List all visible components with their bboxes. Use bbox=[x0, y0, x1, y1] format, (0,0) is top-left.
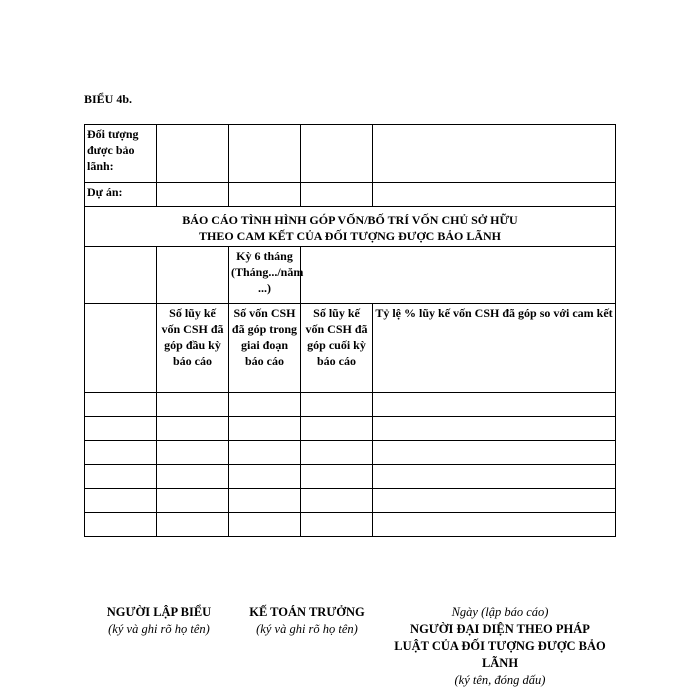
cell[interactable] bbox=[85, 465, 157, 489]
date-note: Ngày (lập báo cáo) bbox=[451, 605, 549, 619]
preparer-signature bbox=[90, 604, 228, 638]
project-cell-3 bbox=[301, 183, 373, 207]
data-row bbox=[85, 513, 616, 537]
representative-note: (ký tên, đóng dấu) bbox=[454, 673, 546, 687]
cell[interactable] bbox=[85, 417, 157, 441]
cell[interactable] bbox=[157, 441, 229, 465]
cell[interactable] bbox=[301, 465, 373, 489]
cell[interactable] bbox=[157, 513, 229, 537]
subject-label: Đối tượng được bảo lãnh: bbox=[85, 125, 157, 183]
cell[interactable] bbox=[301, 441, 373, 465]
cell[interactable] bbox=[157, 489, 229, 513]
data-row bbox=[85, 441, 616, 465]
report-table bbox=[84, 124, 616, 537]
cell[interactable] bbox=[85, 513, 157, 537]
subject-row bbox=[85, 125, 616, 183]
cell[interactable] bbox=[301, 489, 373, 513]
cell[interactable] bbox=[373, 513, 616, 537]
cell[interactable] bbox=[229, 441, 301, 465]
cell[interactable] bbox=[85, 489, 157, 513]
col-header-ratio: Tỷ lệ % lũy kế vốn CSH đã góp so với cam kết bbox=[373, 304, 616, 393]
col-header-opening: Số lũy kế vốn CSH đã góp đầu kỳ báo cáo bbox=[157, 304, 229, 393]
cell[interactable] bbox=[301, 417, 373, 441]
cell[interactable] bbox=[301, 393, 373, 417]
cell[interactable] bbox=[229, 489, 301, 513]
period-empty-3 bbox=[301, 247, 616, 304]
data-row bbox=[85, 465, 616, 489]
cell[interactable] bbox=[157, 393, 229, 417]
cell[interactable] bbox=[85, 441, 157, 465]
data-row bbox=[85, 417, 616, 441]
project-cell-1 bbox=[157, 183, 229, 207]
cell[interactable] bbox=[229, 417, 301, 441]
cell[interactable] bbox=[373, 465, 616, 489]
period-label: Kỳ 6 tháng (Tháng.../năm ...) bbox=[229, 247, 301, 304]
cell[interactable] bbox=[301, 513, 373, 537]
cell[interactable] bbox=[373, 441, 616, 465]
report-title bbox=[85, 207, 616, 247]
period-empty-2 bbox=[157, 247, 229, 304]
cell[interactable] bbox=[373, 393, 616, 417]
accountant-note: (ký và ghi rõ họ tên) bbox=[256, 622, 358, 636]
subject-cell-2 bbox=[229, 125, 301, 183]
title-row bbox=[85, 207, 616, 247]
subject-cell-3 bbox=[301, 125, 373, 183]
form-code: BIỂU 4b. bbox=[84, 92, 133, 106]
project-label: Dự án: bbox=[85, 183, 157, 207]
report-title-line2: THEO CAM KẾT CỦA ĐỐI TƯỢNG ĐƯỢC BẢO LÃNH bbox=[198, 229, 502, 243]
subject-cell-1 bbox=[157, 125, 229, 183]
header-row bbox=[85, 304, 616, 393]
representative-title: NGƯỜI ĐẠI DIỆN THEO PHÁP LUẬT CỦA ĐỐI TƯỢNG ĐƯỢC BẢO LÃNH bbox=[394, 622, 606, 670]
accountant-signature bbox=[234, 604, 380, 638]
project-row bbox=[85, 183, 616, 207]
cell[interactable] bbox=[373, 417, 616, 441]
col-header-period: Số vốn CSH đã góp trong giai đoạn báo cáo bbox=[229, 304, 301, 393]
subject-cell-4 bbox=[373, 125, 616, 183]
project-cell-4 bbox=[373, 183, 616, 207]
data-row bbox=[85, 489, 616, 513]
cell[interactable] bbox=[229, 465, 301, 489]
preparer-title: NGƯỜI LẬP BIỂU bbox=[106, 605, 212, 619]
project-cell-2 bbox=[229, 183, 301, 207]
cell[interactable] bbox=[229, 513, 301, 537]
period-row bbox=[85, 247, 616, 304]
cell[interactable] bbox=[229, 393, 301, 417]
accountant-title: KẾ TOÁN TRƯỞNG bbox=[249, 605, 365, 619]
cell[interactable] bbox=[85, 393, 157, 417]
report-title-line1: BÁO CÁO TÌNH HÌNH GÓP VỐN/BỐ TRÍ VỐN CHỦ SỞ HỮU bbox=[182, 213, 518, 227]
data-row bbox=[85, 393, 616, 417]
period-empty-1 bbox=[85, 247, 157, 304]
col-header-closing: Số lũy kế vốn CSH đã góp cuối kỳ báo cáo bbox=[301, 304, 373, 393]
header-empty bbox=[85, 304, 157, 393]
cell[interactable] bbox=[157, 417, 229, 441]
cell[interactable] bbox=[373, 489, 616, 513]
representative-signature bbox=[392, 604, 608, 689]
cell[interactable] bbox=[157, 465, 229, 489]
preparer-note: (ký và ghi rõ họ tên) bbox=[108, 622, 210, 636]
